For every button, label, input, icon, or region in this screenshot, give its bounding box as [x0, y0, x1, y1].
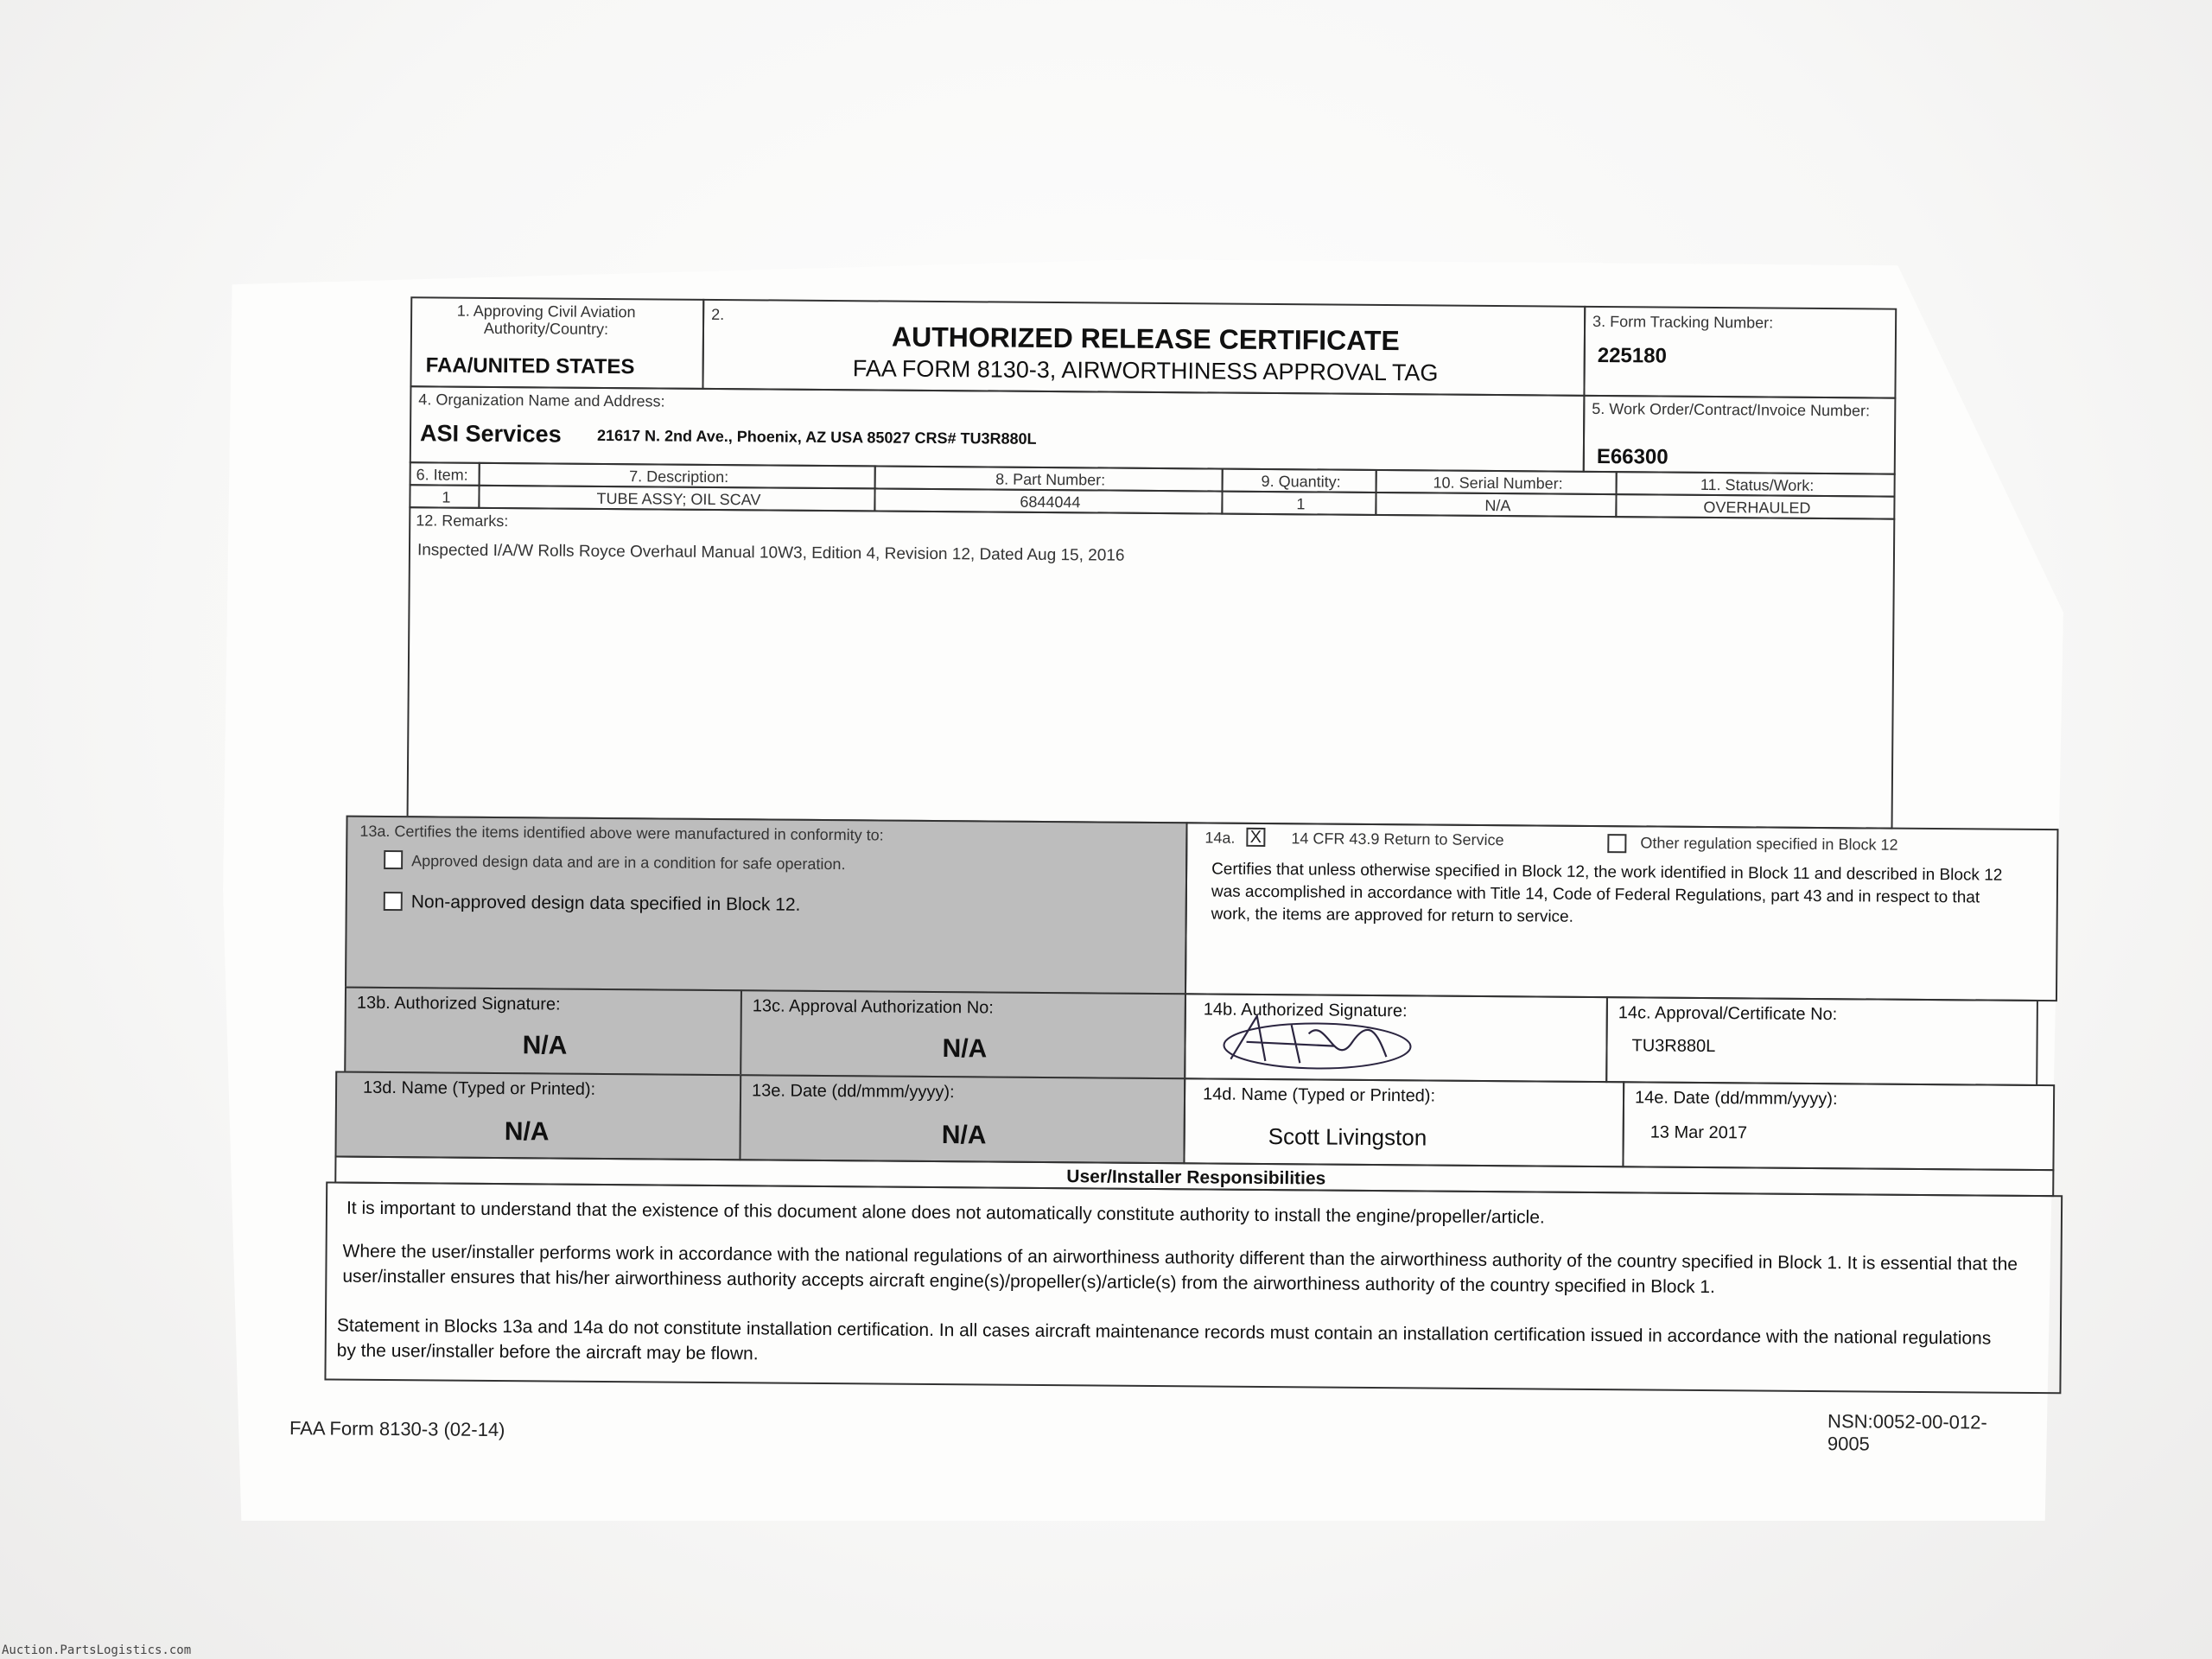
signature-image [1205, 1007, 1430, 1077]
watermark: Auction.PartsLogistics.com [2, 1643, 192, 1657]
remarks-label: 12. Remarks: [416, 512, 509, 531]
block-13c-label: 13c. Approval Authorization No: [752, 996, 994, 1018]
block-2-label: 2. [711, 305, 725, 324]
cell-item: 1 [409, 484, 480, 509]
organization-name: ASI Services [419, 420, 562, 448]
block-13d [334, 1071, 741, 1161]
block-13a [345, 816, 1188, 995]
other-regulation-checkbox[interactable] [1607, 834, 1626, 853]
block-13b-value: N/A [522, 1031, 568, 1060]
block-13c-value: N/A [942, 1034, 988, 1064]
block-14e-label: 14e. Date (dd/mmm/yyyy): [1634, 1088, 1838, 1109]
col-serial-header: 10. Serial Number: [1376, 469, 1618, 495]
block-13d-value: N/A [504, 1117, 550, 1147]
block-14e [1622, 1081, 2055, 1171]
block-4 [410, 385, 1586, 473]
non-approved-design-checkbox[interactable] [384, 892, 403, 911]
form-id: FAA Form 8130-3 (02-14) [289, 1417, 505, 1441]
block-14b-label: 14b. Authorized Signature: [1203, 1000, 1408, 1021]
block-14d-label: 14d. Name (Typed or Printed): [1202, 1084, 1436, 1106]
organization-address: 21617 N. 2nd Ave., Phoenix, AZ USA 85027 CRS# TU3R880L [596, 426, 1037, 448]
block-5 [1583, 395, 1897, 475]
approved-design-label: Approved design data and are in a condition for safe operation. [411, 852, 846, 874]
col-part-number-header: 8. Part Number: [874, 465, 1224, 492]
block-13c [740, 989, 1186, 1079]
block-13e-label: 13e. Date (dd/mmm/yyyy): [751, 1081, 955, 1103]
form-title: AUTHORIZED RELEASE CERTIFICATE [891, 321, 1400, 357]
nsn-number: NSN:0052-00-012-9005 [1827, 1410, 1987, 1455]
responsibilities-body [324, 1181, 2063, 1394]
col-description-header: 7. Description: [479, 462, 876, 490]
block-13e [739, 1074, 1185, 1164]
block-13e-value: N/A [941, 1121, 987, 1150]
block-13b [344, 987, 742, 1077]
col-status-header: 11. Status/Work: [1616, 471, 1896, 498]
block-1-label: 1. Approving Civil Aviation Authority/Country: [456, 302, 636, 338]
col-quantity-header: 9. Quantity: [1222, 468, 1377, 493]
responsibilities-p3: Statement in Blocks 13a and 14a do not constitute installation certification. In all cases aircraft maintenance records must contain an installation certification issued in accordance with the national regulations by the user/installer before the aircraft may be flown. [336, 1315, 1992, 1364]
non-approved-design-label: Non-approved design data specified in Block 12. [410, 892, 801, 915]
block-3-label: 3. Form Tracking Number: [1592, 312, 1774, 332]
form-subtitle: FAA FORM 8130-3, AIRWORTHINESS APPROVAL TAG [852, 355, 1439, 386]
responsibilities-p2: Where the user/installer performs work in accordance with the national regulations of an airworthiness authority different than the airworthiness authority of the country specified in Block 1. It is essential that the user/installer ensures that his/her airworthiness authority accepts aircraft engine(s)/propeller(s)/article(s) from the airworthiness authority of the country specified in Block 1. [342, 1241, 2018, 1298]
work-order-number: E66300 [1596, 444, 1669, 469]
return-to-service-label: 14 CFR 43.9 Return to Service [1291, 830, 1504, 849]
cell-part-number: 6844044 [874, 487, 1223, 514]
block-14b [1184, 993, 1608, 1083]
block-5-label: 5. Work Order/Contract/Invoice Number: [1592, 399, 1871, 420]
return-to-service-checkbox[interactable]: X [1246, 828, 1265, 847]
cell-description: TUBE ASSY; OIL SCAV [478, 485, 875, 512]
cell-status: OVERHAULED [1615, 493, 1895, 520]
approved-design-checkbox[interactable] [384, 850, 403, 869]
cell-serial: N/A [1375, 492, 1617, 518]
responsibilities-heading: User/Installer Responsibilities [1066, 1166, 1326, 1189]
block-12-remarks [407, 506, 1896, 829]
faa-form-8130-3 [281, 296, 2035, 1467]
other-regulation-label: Other regulation specified in Block 12 [1640, 834, 1898, 854]
block-13a-label: 13a. Certifies the items identified above were manufactured in conformity to: [359, 822, 884, 844]
block-3 [1583, 306, 1897, 399]
block-14e-value: 13 Mar 2017 [1649, 1122, 1748, 1143]
tracking-number: 225180 [1597, 343, 1667, 368]
responsibilities-p1: It is important to understand that the existence of this document alone does not automatically constitute authority to install the engine/propeller/article. [346, 1198, 1545, 1228]
block-14d-value: Scott Livingston [1268, 1123, 1427, 1151]
block-14d [1183, 1077, 1624, 1167]
block-14c [1605, 996, 2038, 1086]
remarks-text: Inspected I/A/W Rolls Royce Overhaul Manual 10W3, Edition 4, Revision 12, Dated Aug 15, 2016 [416, 541, 1125, 565]
block-1 [410, 296, 704, 390]
block-2 [702, 299, 1586, 397]
block-1-value: FAA/UNITED STATES [425, 353, 635, 379]
block-4-label: 4. Organization Name and Address: [418, 391, 665, 410]
block-14c-label: 14c. Approval/Certificate No: [1618, 1003, 1838, 1025]
col-item-header: 6. Item: [410, 461, 480, 486]
block-13d-label: 13d. Name (Typed or Printed): [363, 1077, 596, 1099]
block-13b-label: 13b. Authorized Signature: [356, 993, 561, 1014]
block-14a-statement: Certifies that unless otherwise specified in Block 12, the work identified in Block 11 and described in Block 12 was accomplished in accordance with Title 14, Code of Federal Regulations, part 43 and in respect to that work, the items are approved for return to service. [1211, 860, 2003, 926]
block-14c-value: TU3R880L [1631, 1036, 1716, 1057]
block-14a-label: 14a. [1205, 829, 1236, 847]
cell-quantity: 1 [1221, 491, 1376, 516]
block-14a [1185, 822, 2059, 1001]
